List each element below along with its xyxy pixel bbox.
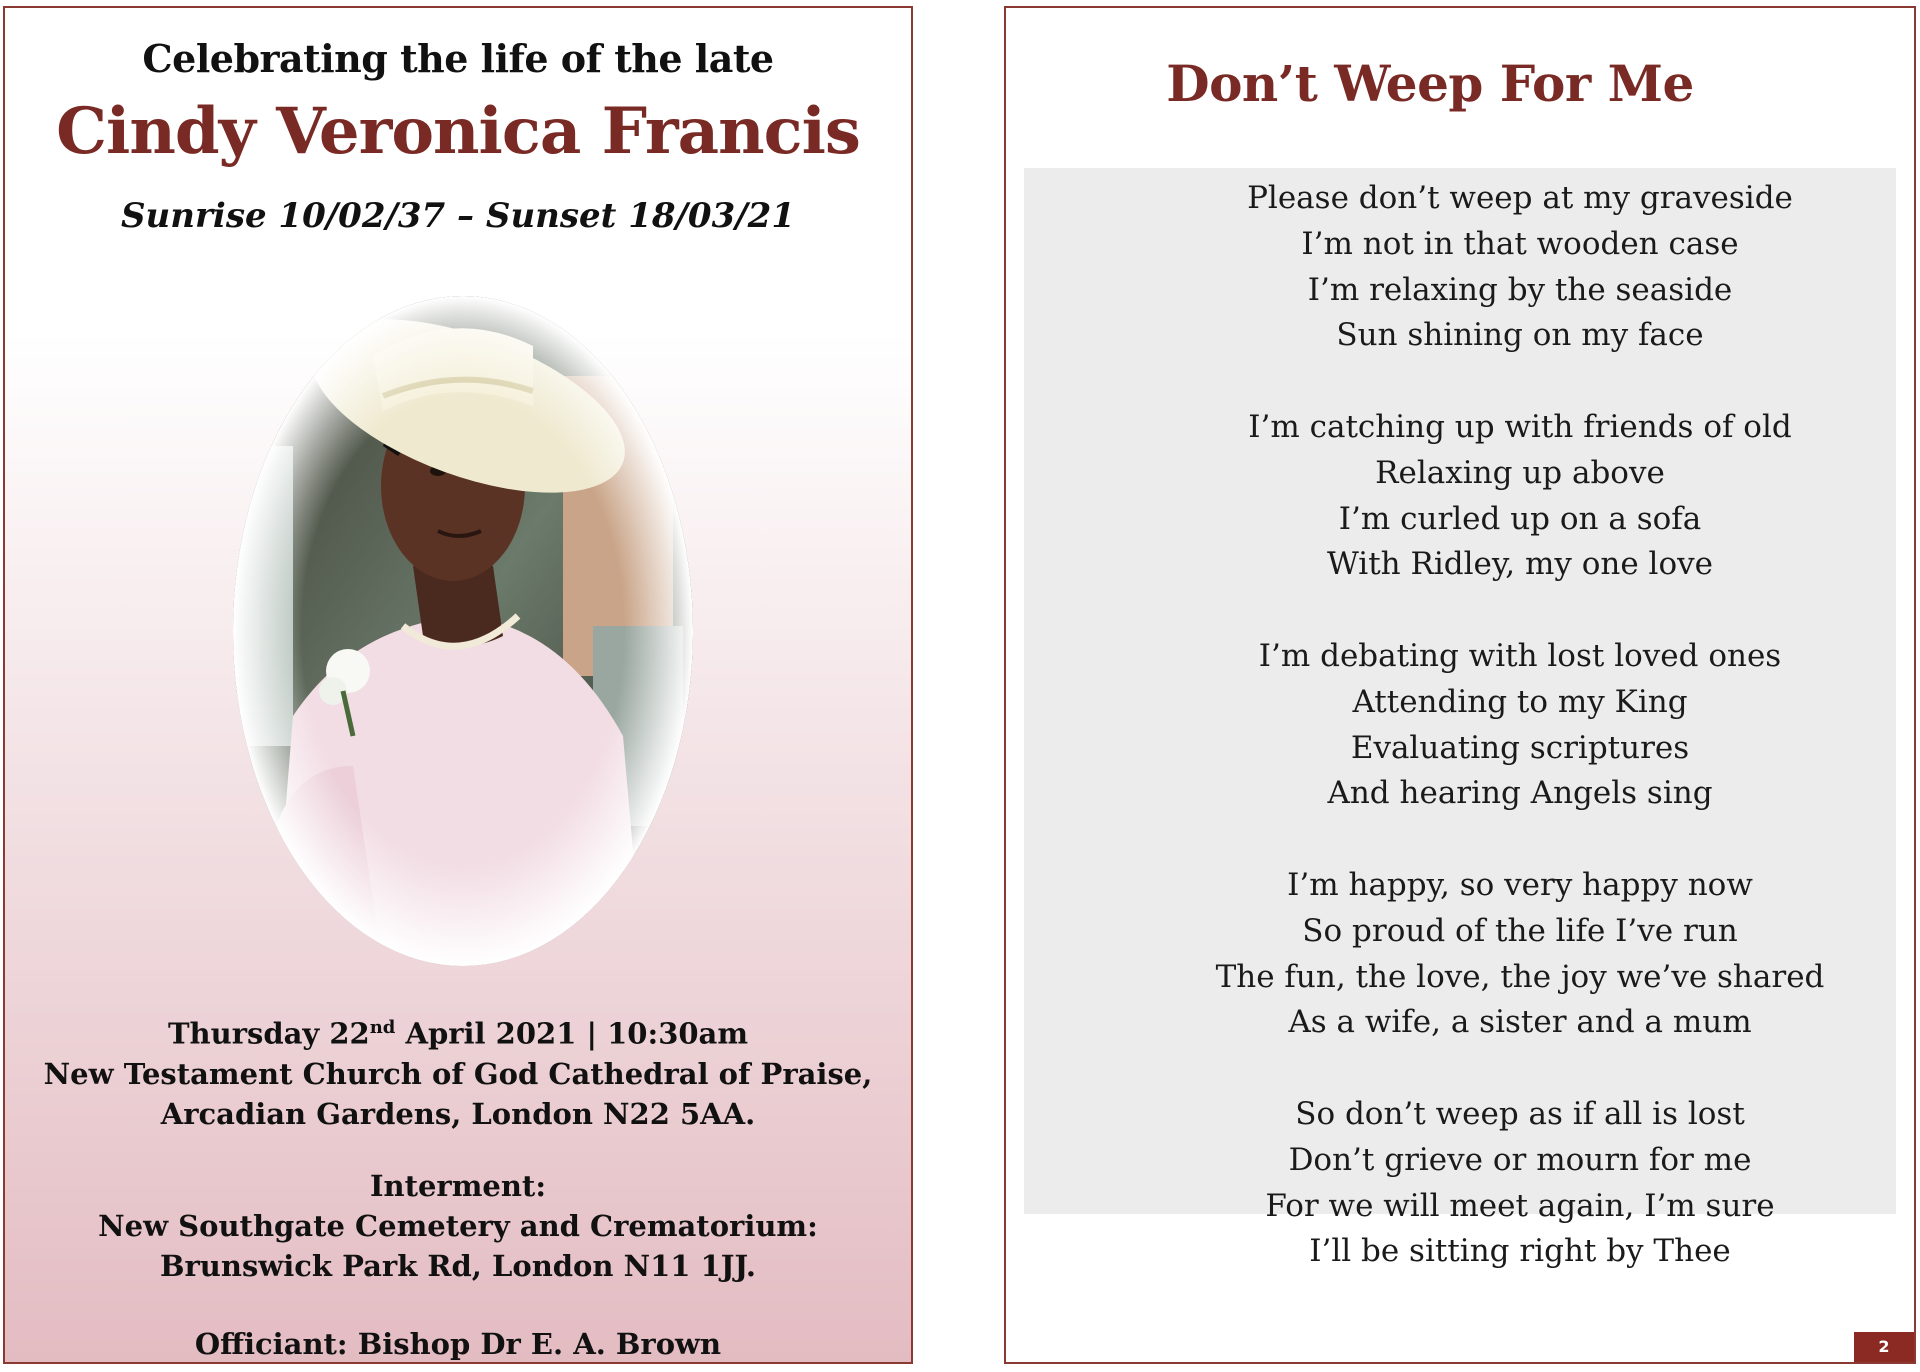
poem-stanza (1126, 634, 1914, 817)
poem-line: I’m debating with lost loved ones (1258, 637, 1782, 674)
portrait-illustration (233, 296, 693, 966)
service-day: Thursday 22 (167, 1016, 370, 1051)
service-day-suffix: nd (369, 1017, 396, 1038)
poem-line: With Ridley, my one love (1326, 546, 1713, 583)
poem-body (1126, 176, 1914, 1275)
poem-line: As a wife, a sister and a mum (1288, 1004, 1752, 1041)
deceased-name: Cindy Veronica Francis (56, 94, 860, 169)
poem-title: Don’t Weep For Me (1166, 54, 1694, 113)
service-details (5, 1008, 911, 1134)
poem-line: I’ll be sitting right by Thee (1309, 1233, 1731, 1270)
poem-line: I’m relaxing by the seaside (1307, 271, 1733, 308)
poem-line: I’m not in that wooden case (1301, 225, 1739, 262)
portrait-photo (233, 296, 693, 966)
life-dates: Sunrise 10/02/37 – Sunset 18/03/21 (121, 196, 795, 236)
interment-line2: Brunswick Park Rd, London N11 1JJ. (159, 1249, 756, 1283)
poem-stanza (1126, 1092, 1914, 1275)
poem-line: Evaluating scriptures (1350, 729, 1690, 766)
poem-line: The fun, the love, the joy we’ve shared (1215, 958, 1825, 995)
poem-line: Relaxing up above (1375, 454, 1665, 491)
poem-line: So don’t weep as if all is lost (1295, 1095, 1745, 1132)
interment-heading: Interment: (369, 1169, 547, 1203)
service-venue-line2: Arcadian Gardens, London N22 5AA. (160, 1096, 756, 1131)
poem-line: I’m happy, so very happy now (1287, 866, 1753, 903)
poem-page (1004, 6, 1916, 1364)
service-venue-line1: New Testament Church of God Cathedral of Praise, (43, 1056, 873, 1091)
poem-line: So proud of the life I’ve run (1302, 912, 1738, 949)
poem-line: I’m catching up with friends of old (1248, 408, 1792, 445)
officiant: Officiant: Bishop Dr E. A. Brown (194, 1327, 722, 1361)
cover-page (3, 6, 913, 1364)
poem-stanza (1126, 863, 1914, 1046)
poem-line: I’m curled up on a sofa (1338, 500, 1702, 537)
poem-stanza (1126, 176, 1914, 359)
poem-stanza (1126, 405, 1914, 588)
poem-line: Don’t grieve or mourn for me (1288, 1141, 1752, 1178)
interment-line1: New Southgate Cemetery and Crematorium: (98, 1209, 818, 1243)
service-datetime (5, 1008, 911, 1054)
service-date-time: April 2021 | 10:30am (395, 1016, 749, 1051)
poem-line: Attending to my King (1352, 683, 1688, 720)
poem-line: Please don’t weep at my graveside (1247, 180, 1793, 216)
poem-line: Sun shining on my face (1336, 317, 1704, 354)
cover-intro: Celebrating the life of the late (142, 36, 774, 81)
poem-line: For we will meet again, I’m sure (1265, 1187, 1775, 1224)
poem-line: And hearing Angels sing (1327, 775, 1713, 812)
page-number: 2 (1854, 1332, 1914, 1362)
interment-details (5, 1166, 911, 1286)
